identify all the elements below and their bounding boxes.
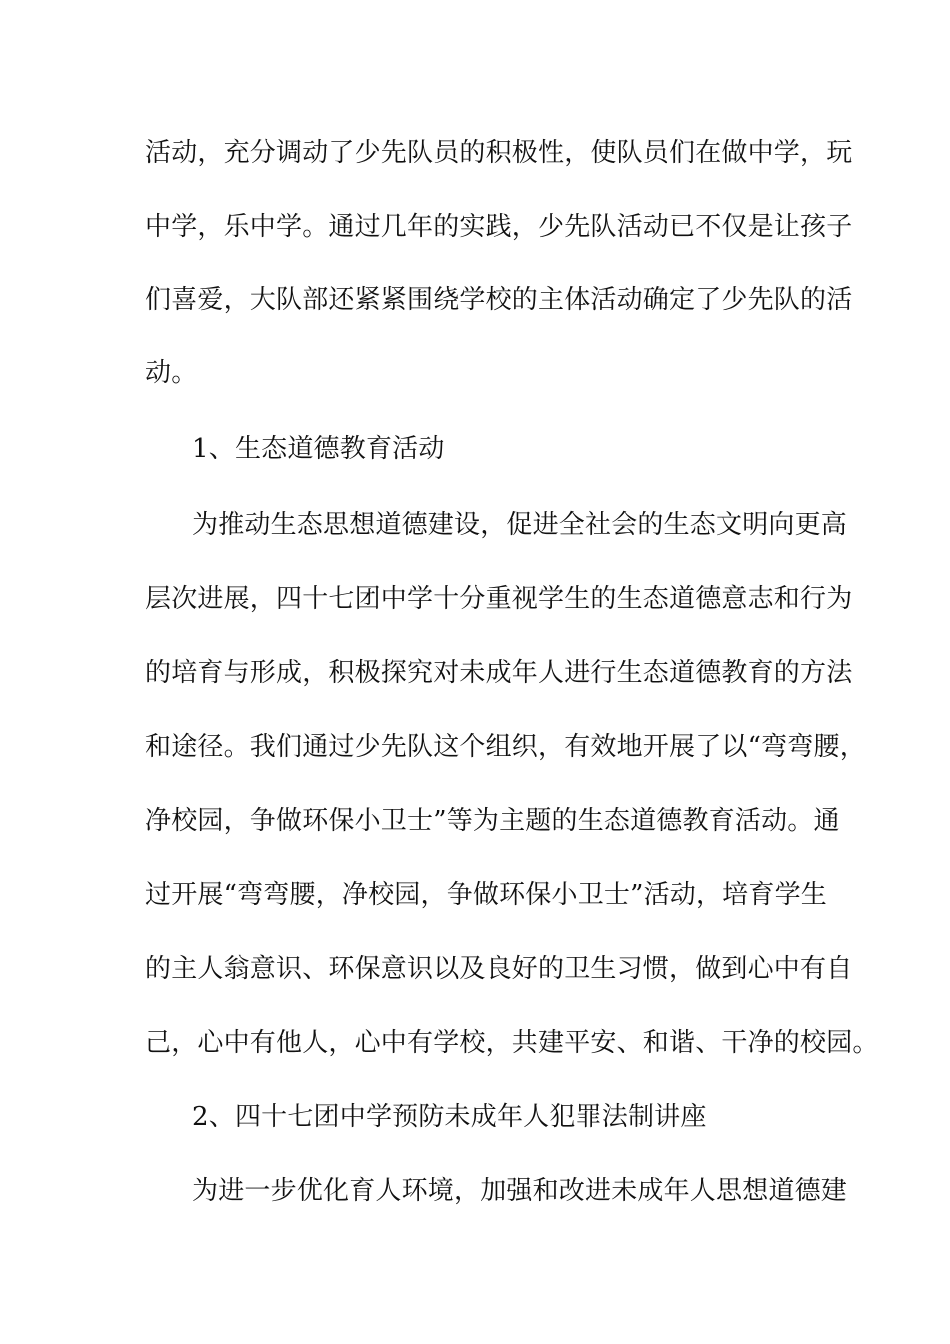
paragraph-line: 层次进展，四十七团中学十分重视学生的生态道德意志和行为 — [145, 584, 853, 614]
paragraph-line: 和途径。我们通过少先队这个组织，有效地开展了以“弯弯腰， — [145, 732, 866, 762]
section-heading: 2、四十七团中学预防未成年人犯罪法制讲座 — [192, 1102, 707, 1132]
paragraph-line: 的培育与形成，积极探究对未成年人进行生态道德教育的方法 — [145, 658, 853, 688]
paragraph-line: 为进一步优化育人环境，加强和改进未成年人思想道德建 — [192, 1176, 848, 1206]
paragraph-line: 中学，乐中学。通过几年的实践，少先队活动已不仅是让孩子 — [145, 212, 853, 242]
section-heading: 1、生态道德教育活动 — [192, 434, 445, 464]
paragraph-line: 为推动生态思想道德建设，促进全社会的生态文明向更高 — [192, 510, 848, 540]
paragraph-line: 的主人翁意识、环保意识以及良好的卫生习惯，做到心中有自 — [145, 954, 853, 984]
paragraph-line: 过开展“弯弯腰，净校园，争做环保小卫士”活动，培育学生 — [145, 880, 827, 910]
paragraph-line: 己，心中有他人，心中有学校，共建平安、和谐、干净的校园。 — [145, 1028, 879, 1058]
paragraph-line: 活动，充分调动了少先队员的积极性，使队员们在做中学，玩 — [145, 138, 853, 168]
paragraph-line: 们喜爱，大队部还紧紧围绕学校的主体活动确定了少先队的活 — [145, 285, 853, 315]
paragraph-line: 动。 — [145, 358, 198, 388]
paragraph-line: 净校园，争做环保小卫士”等为主题的生态道德教育活动。通 — [145, 806, 840, 836]
